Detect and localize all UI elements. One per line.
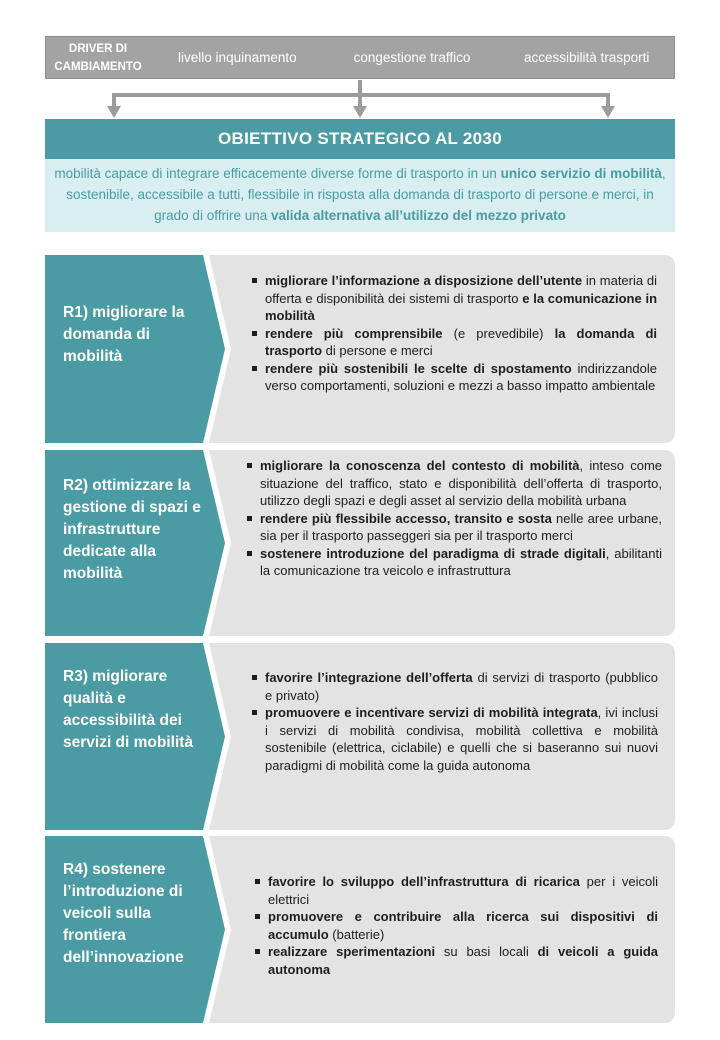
section-r2-bullet: rendere più flessibile accesso, transito e sosta nelle aree urbane, sia per il trasporto passeggeri sia per il trasporto merci — [245, 510, 662, 545]
section-r3-bullet: favorire l’integrazione dell’offerta di servizi di trasporto (pubblico e privato) — [250, 669, 658, 704]
section-r3-list — [250, 669, 658, 774]
arrowhead-right-icon — [601, 106, 615, 118]
section-r2 — [45, 450, 675, 636]
section-r4-title: R4) sostenere l’introduzione di veicoli sulla frontiera dell’innovazione — [63, 861, 184, 966]
driver-pollution: livello inquinamento — [178, 50, 297, 65]
section-r1-list — [250, 272, 657, 395]
section-r4 — [45, 836, 675, 1023]
section-r2-title: R2) ottimizzare la gestione di spazi e infrastrutture dedicate alla mobilità — [63, 477, 201, 582]
objective-text-1: mobilità capace di integrare efficacemente diverse forme di trasporto in un — [54, 166, 501, 181]
section-r1-bullet: migliorare l’informazione a disposizione dell’utente in materia di offerta e disponibilità dei sistemi di trasporto e la comunicazione in mobilità — [250, 272, 657, 325]
section-r3-title: R3) migliorare qualità e accessibilità dei servizi di mobilità — [63, 668, 194, 751]
driver-traffic: congestione traffico — [353, 50, 471, 65]
section-r4-bullet: favorire lo sviluppo dell’infrastruttura di ricarica per i veicoli elettrici — [253, 873, 658, 908]
section-r4-list — [253, 873, 658, 978]
section-r1 — [45, 255, 675, 443]
arrowhead-left-icon — [107, 106, 121, 118]
section-r2-bullet: sostenere introduzione del paradigma di strade digitali, abilitanti la comunicazione tra veicolo e infrastruttura — [245, 545, 662, 580]
objective-text-2: , sostenibile, accessibile a tutti, flessibile in risposta alla domanda di trasporto di persone e merci, in grado di offrire una — [66, 166, 666, 223]
drivers-label: DRIVER DI CAMBIAMENTO — [54, 42, 142, 73]
section-r3 — [45, 643, 675, 830]
objective-title: OBIETTIVO STRATEGICO AL 2030 — [45, 119, 675, 159]
section-r1-bullet: rendere più sostenibili le scelte di spostamento indirizzandole verso comportamenti, soluzioni e mezzi a basso impatto ambientale — [250, 360, 657, 395]
objective-highlight-1: unico servizio di mobilità — [500, 166, 662, 181]
objective-body — [45, 159, 675, 232]
section-r4-bullet: promuovere e contribuire alla ricerca sui dispositivi di accumulo (batterie) — [253, 908, 658, 943]
section-r4-bullet: realizzare sperimentazioni su basi locali di veicoli a guida autonoma — [253, 943, 658, 978]
section-r2-list — [245, 457, 662, 580]
section-r1-title: R1) migliorare la domanda di mobilità — [63, 304, 185, 365]
arrowhead-center-icon — [353, 106, 367, 118]
section-r1-bullet: rendere più comprensibile (e prevedibile) la domanda di trasporto di persone e merci — [250, 325, 657, 360]
driver-accessibility: accessibilità trasporti — [524, 50, 650, 65]
connector-arrows — [0, 0, 720, 125]
objective-highlight-2: valida alternativa all’utilizzo del mezzo privato — [270, 208, 566, 223]
section-r3-bullet: promuovere e incentivare servizi di mobilità integrata, ivi inclusi i servizi di mobilità condivisa, mobilità collettiva e mobilità sostenibile (elettrica, ciclabile) e quelli che si baseranno sui nuovi paradigmi di mobilità come la guida autonoma — [250, 704, 658, 774]
section-r2-bullet: migliorare la conoscenza del contesto di mobilità, inteso come situazione del traffico, stato e disponibilità dell’offerta di trasporto, utilizzo degli spazi e degli asset al servizio della mobilità urbana — [245, 457, 662, 510]
